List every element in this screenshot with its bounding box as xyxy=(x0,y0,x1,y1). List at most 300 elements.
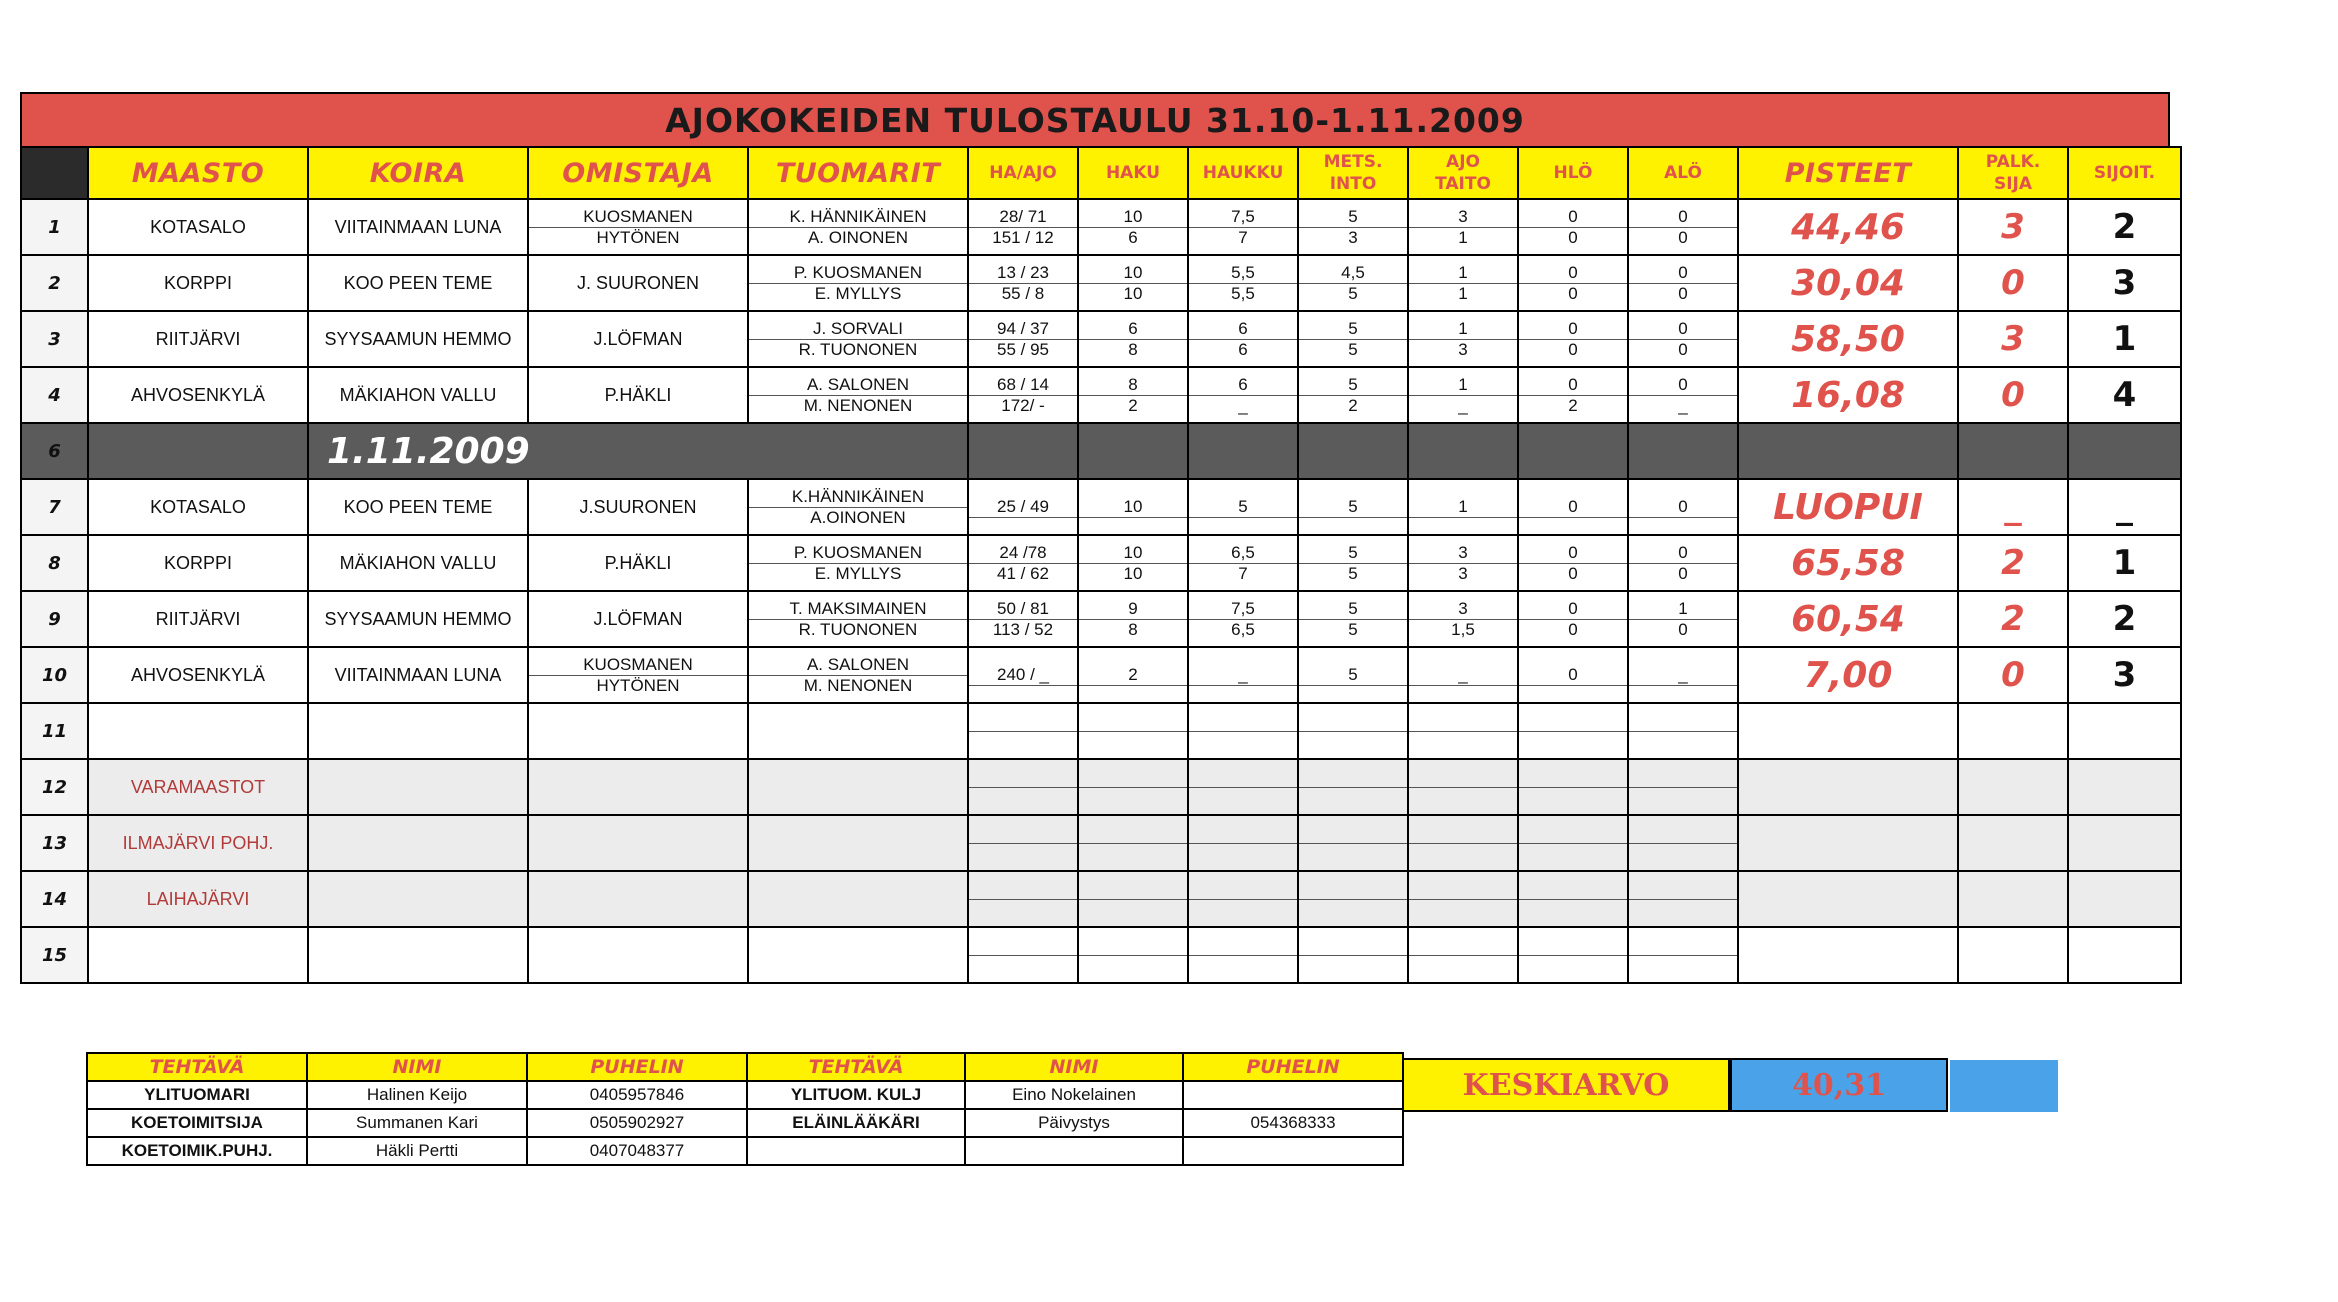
ajo-cell-top: 3 xyxy=(1458,542,1468,562)
empty-row xyxy=(21,927,2181,983)
split-stack xyxy=(1409,899,1517,900)
haukku-cell-stack xyxy=(1189,543,1297,584)
split-bottom xyxy=(1189,843,1297,844)
row-number: 6 xyxy=(21,423,88,479)
blank-split-cell xyxy=(1408,759,1518,815)
pisteet-cell xyxy=(1738,535,1958,591)
koira-cell: SYYSAAMUN HEMMO xyxy=(308,591,528,647)
haukku-cell-top: 5 xyxy=(1238,496,1248,516)
tuomarit-cell-stack xyxy=(749,207,967,248)
pisteet-cell xyxy=(1738,647,1958,703)
omistaja-cell-bottom: HYTÖNEN xyxy=(529,227,747,248)
split-stack xyxy=(1409,787,1517,788)
alo-cell xyxy=(1628,479,1738,535)
sijoit-value: 1 xyxy=(2112,543,2137,583)
date-blank xyxy=(1518,423,1628,479)
table-row xyxy=(21,255,2181,311)
ha-ajo-cell-bottom: 113 / 52 xyxy=(969,619,1077,640)
tuomarit-cell-stack xyxy=(749,263,967,304)
split-stack xyxy=(969,787,1077,788)
keskiarvo-value: 40,31 xyxy=(1730,1058,1948,1112)
mets-cell-stack xyxy=(1299,263,1407,304)
ajo-cell-bottom: 3 xyxy=(1409,339,1517,360)
split-bottom xyxy=(1079,955,1187,956)
alo-cell xyxy=(1628,311,1738,367)
ha-ajo-cell-bottom: 41 / 62 xyxy=(969,563,1077,584)
koira-cell: KOO PEEN TEME xyxy=(308,479,528,535)
haukku-cell xyxy=(1188,591,1298,647)
nimi-cell: Päivystys xyxy=(965,1109,1183,1137)
split-stack xyxy=(1519,787,1627,788)
hlo-cell xyxy=(1518,367,1628,423)
omistaja-cell-top: KUOSMANEN xyxy=(583,654,693,674)
maasto-cell: KORPPI xyxy=(88,255,308,311)
table-row xyxy=(21,199,2181,255)
pisteet-value: 58,50 xyxy=(1791,318,1905,360)
sijoit-cell xyxy=(2068,647,2181,703)
hlo-cell xyxy=(1518,199,1628,255)
mets-cell xyxy=(1298,367,1408,423)
blank-cell xyxy=(308,815,528,871)
header-nimi: NIMI xyxy=(307,1053,527,1081)
row-number: 7 xyxy=(21,479,88,535)
alo-cell xyxy=(1628,199,1738,255)
blank-split-cell xyxy=(1188,703,1298,759)
tuomarit-cell-top: K.HÄNNIKÄINEN xyxy=(791,486,925,506)
hlo-cell-bottom: 0 xyxy=(1519,283,1627,304)
hlo-cell xyxy=(1518,311,1628,367)
palk-cell xyxy=(1958,647,2068,703)
haku-cell xyxy=(1078,367,1188,423)
haukku-cell xyxy=(1188,311,1298,367)
header-nimi-2: NIMI xyxy=(965,1053,1183,1081)
ha-ajo-cell-bottom xyxy=(969,517,1077,518)
alo-cell-bottom: 0 xyxy=(1629,283,1737,304)
blank-split-cell xyxy=(1188,871,1298,927)
mets-cell xyxy=(1298,479,1408,535)
ha-ajo-cell-bottom: 151 / 12 xyxy=(969,227,1077,248)
date-blank xyxy=(1188,423,1298,479)
blank-split-cell xyxy=(968,815,1078,871)
alo-cell-stack xyxy=(1629,599,1737,640)
mets-cell-bottom: 5 xyxy=(1299,339,1407,360)
alo-cell-stack xyxy=(1629,543,1737,584)
haku-cell-bottom: 10 xyxy=(1079,283,1187,304)
omistaja-cell-stack xyxy=(529,207,747,248)
hlo-cell xyxy=(1518,255,1628,311)
palk-value: 2 xyxy=(2001,543,2025,583)
ajo-cell-stack xyxy=(1409,375,1517,416)
empty-row xyxy=(21,759,2181,815)
tehtava-cell: YLITUOM. KULJ xyxy=(747,1081,965,1109)
puhelin-cell xyxy=(1183,1137,1403,1165)
table-row xyxy=(21,647,2181,703)
koira-cell: MÄKIAHON VALLU xyxy=(308,367,528,423)
header-palk-sija: PALK. SIJA xyxy=(1958,147,2068,199)
sijoit-cell xyxy=(2068,311,2181,367)
alo-cell xyxy=(1628,535,1738,591)
split-stack xyxy=(1629,899,1737,900)
row-number: 9 xyxy=(21,591,88,647)
omistaja-cell xyxy=(528,647,748,703)
split-stack xyxy=(1629,843,1737,844)
split-stack xyxy=(1189,899,1297,900)
hlo-cell-stack xyxy=(1519,375,1627,416)
alo-cell-top: _ xyxy=(1678,664,1688,684)
tuomarit-cell xyxy=(748,311,968,367)
ajo-cell-bottom xyxy=(1409,517,1517,518)
split-stack xyxy=(1079,731,1187,732)
tuomarit-cell-stack xyxy=(749,319,967,360)
row-number: 3 xyxy=(21,311,88,367)
row-number: 14 xyxy=(21,871,88,927)
date-blank xyxy=(968,423,1078,479)
split-bottom xyxy=(1629,731,1737,732)
ha-ajo-cell xyxy=(968,199,1078,255)
split-stack xyxy=(1079,899,1187,900)
sijoit-cell xyxy=(2068,367,2181,423)
ha-ajo-cell-top: 94 / 37 xyxy=(997,318,1049,338)
sijoit-value: 1 xyxy=(2112,319,2137,359)
ha-ajo-cell-stack xyxy=(969,599,1077,640)
koira-cell: KOO PEEN TEME xyxy=(308,255,528,311)
header-tuomarit: TUOMARIT xyxy=(748,147,968,199)
puhelin-cell: 0407048377 xyxy=(527,1137,747,1165)
blank-split-cell xyxy=(1518,759,1628,815)
sheet-title: AJOKOKEIDEN TULOSTAULU 31.10-1.11.2009 xyxy=(20,92,2170,146)
tuomarit-cell-bottom: A. OINONEN xyxy=(749,227,967,248)
alo-cell xyxy=(1628,367,1738,423)
hlo-cell-bottom xyxy=(1519,517,1627,518)
haku-cell-stack xyxy=(1079,599,1187,640)
mets-cell-top: 5 xyxy=(1348,598,1358,618)
blank-cell xyxy=(1738,927,1958,983)
ajo-cell-stack xyxy=(1409,599,1517,640)
split-stack xyxy=(1409,731,1517,732)
pisteet-value: 44,46 xyxy=(1791,206,1905,248)
haku-cell-bottom: 2 xyxy=(1079,395,1187,416)
mets-cell-stack xyxy=(1299,319,1407,360)
split-bottom xyxy=(1189,731,1297,732)
alo-cell-top: 0 xyxy=(1678,374,1688,394)
omistaja-cell: J. SUURONEN xyxy=(528,255,748,311)
header-puhelin: PUHELIN xyxy=(527,1053,747,1081)
tuomarit-cell-bottom: R. TUONONEN xyxy=(749,619,967,640)
hlo-cell-stack xyxy=(1519,599,1627,640)
palk-value: 0 xyxy=(2001,375,2025,415)
alo-cell-bottom: 0 xyxy=(1629,619,1737,640)
blank-cell xyxy=(308,703,528,759)
blank-cell xyxy=(748,871,968,927)
split-bottom xyxy=(1629,955,1737,956)
mets-cell xyxy=(1298,647,1408,703)
header-koira: KOIRA xyxy=(308,147,528,199)
alo-cell-top: 0 xyxy=(1678,496,1688,516)
pisteet-value: 30,04 xyxy=(1791,262,1905,304)
tuomarit-cell-bottom: E. MYLLYS xyxy=(749,563,967,584)
split-bottom xyxy=(1409,899,1517,900)
haku-cell xyxy=(1078,535,1188,591)
ajo-cell-stack xyxy=(1409,497,1517,518)
hlo-cell-bottom: 2 xyxy=(1519,395,1627,416)
hlo-cell xyxy=(1518,535,1628,591)
date-blank xyxy=(1958,423,2068,479)
blank-cell xyxy=(308,927,528,983)
keskiarvo-blank xyxy=(1950,1060,2058,1112)
maasto-cell: AHVOSENKYLÄ xyxy=(88,647,308,703)
blank-cell xyxy=(528,927,748,983)
ajo-cell xyxy=(1408,647,1518,703)
omistaja-cell: P.HÄKLI xyxy=(528,535,748,591)
koira-cell: MÄKIAHON VALLU xyxy=(308,535,528,591)
ajo-cell xyxy=(1408,367,1518,423)
ajo-cell-stack xyxy=(1409,263,1517,304)
ha-ajo-cell-top: 28/ 71 xyxy=(999,206,1047,226)
sijoit-value: _ xyxy=(2116,487,2133,527)
blank-split-cell xyxy=(1518,871,1628,927)
ajo-cell xyxy=(1408,255,1518,311)
haukku-cell-stack xyxy=(1189,375,1297,416)
date-blank xyxy=(1738,423,1958,479)
haukku-cell-top: 5,5 xyxy=(1231,262,1255,282)
split-bottom xyxy=(1409,843,1517,844)
blank-cell xyxy=(528,815,748,871)
blank-cell xyxy=(308,759,528,815)
split-bottom xyxy=(1079,787,1187,788)
split-bottom xyxy=(969,843,1077,844)
header-haku: HAKU xyxy=(1078,147,1188,199)
ha-ajo-cell-stack xyxy=(969,263,1077,304)
blank-split-cell xyxy=(1078,815,1188,871)
header-puhelin-2: PUHELIN xyxy=(1183,1053,1403,1081)
split-stack xyxy=(1519,843,1627,844)
results-table xyxy=(20,146,2182,984)
official-row xyxy=(747,1109,1403,1137)
hlo-cell-stack xyxy=(1519,319,1627,360)
split-bottom xyxy=(969,731,1077,732)
row-number: 12 xyxy=(21,759,88,815)
tuomarit-cell xyxy=(748,255,968,311)
hlo-cell-top: 0 xyxy=(1568,206,1578,226)
split-bottom xyxy=(1519,843,1627,844)
blank-cell xyxy=(528,703,748,759)
header-alo: ALÖ xyxy=(1628,147,1738,199)
header-ajo-taito: AJO TAITO xyxy=(1408,147,1518,199)
split-stack xyxy=(1409,843,1517,844)
split-bottom xyxy=(1189,955,1297,956)
maasto-value: ILMAJÄRVI POHJ. xyxy=(122,832,274,853)
hlo-cell xyxy=(1518,591,1628,647)
ajo-cell xyxy=(1408,311,1518,367)
ha-ajo-cell-bottom xyxy=(969,685,1077,686)
hlo-cell-bottom: 0 xyxy=(1519,227,1627,248)
pisteet-cell xyxy=(1738,255,1958,311)
puhelin-cell xyxy=(1183,1081,1403,1109)
maasto-cell xyxy=(88,759,308,815)
hlo-cell xyxy=(1518,647,1628,703)
alo-cell xyxy=(1628,591,1738,647)
mets-cell-stack xyxy=(1299,375,1407,416)
sijoit-cell xyxy=(2068,199,2181,255)
officials-table xyxy=(86,1052,748,1166)
tuomarit-cell-stack xyxy=(749,599,967,640)
ajo-cell-stack xyxy=(1409,319,1517,360)
blank-cell xyxy=(2068,703,2181,759)
ha-ajo-cell-bottom: 55 / 95 xyxy=(969,339,1077,360)
mets-cell-top: 5 xyxy=(1348,496,1358,516)
haku-cell-stack xyxy=(1079,497,1187,518)
split-stack xyxy=(1519,731,1627,732)
haku-cell-top: 9 xyxy=(1128,598,1138,618)
haukku-cell-top: 6 xyxy=(1238,318,1248,338)
split-bottom xyxy=(969,955,1077,956)
header-omistaja: OMISTAJA xyxy=(528,147,748,199)
palk-value: 2 xyxy=(2001,599,2025,639)
haku-cell-bottom: 8 xyxy=(1079,339,1187,360)
ha-ajo-cell xyxy=(968,311,1078,367)
officials-header xyxy=(87,1053,747,1081)
mets-cell xyxy=(1298,199,1408,255)
koira-cell: VIITAINMAAN LUNA xyxy=(308,647,528,703)
ha-ajo-cell xyxy=(968,535,1078,591)
blank-split-cell xyxy=(1298,815,1408,871)
alo-cell-top: 0 xyxy=(1678,318,1688,338)
palk-cell xyxy=(1958,591,2068,647)
blank-cell xyxy=(1738,759,1958,815)
pisteet-cell xyxy=(1738,479,1958,535)
omistaja-cell: P.HÄKLI xyxy=(528,367,748,423)
ajo-cell xyxy=(1408,591,1518,647)
mets-cell xyxy=(1298,255,1408,311)
mets-cell-top: 5 xyxy=(1348,374,1358,394)
hlo-cell-top: 0 xyxy=(1568,262,1578,282)
palk-cell xyxy=(1958,367,2068,423)
blank-cell xyxy=(748,815,968,871)
hlo-cell-stack xyxy=(1519,263,1627,304)
maasto-cell: KOTASALO xyxy=(88,479,308,535)
tuomarit-cell xyxy=(748,367,968,423)
mets-cell-top: 5 xyxy=(1348,664,1358,684)
omistaja-cell-bottom: HYTÖNEN xyxy=(529,675,747,696)
palk-cell xyxy=(1958,535,2068,591)
mets-cell-stack xyxy=(1299,599,1407,640)
tuomarit-cell-stack xyxy=(749,375,967,416)
empty-row xyxy=(21,871,2181,927)
date-blank xyxy=(1408,423,1518,479)
tuomarit-cell-bottom: R. TUONONEN xyxy=(749,339,967,360)
split-bottom xyxy=(1519,899,1627,900)
split-bottom xyxy=(969,899,1077,900)
officials-table-2 xyxy=(746,1052,1404,1166)
blank-split-cell xyxy=(968,927,1078,983)
tehtava-cell xyxy=(747,1137,965,1165)
haukku-cell-stack xyxy=(1189,599,1297,640)
palk-value: 0 xyxy=(2001,263,2025,303)
palk-value: _ xyxy=(2004,487,2022,527)
ha-ajo-cell xyxy=(968,479,1078,535)
table-row xyxy=(21,591,2181,647)
haku-cell-bottom: 6 xyxy=(1079,227,1187,248)
blank-cell xyxy=(1958,815,2068,871)
ha-ajo-cell-top: 68 / 14 xyxy=(997,374,1049,394)
blank-split-cell xyxy=(1408,927,1518,983)
tuomarit-cell-bottom: M. NENONEN xyxy=(749,395,967,416)
date-blank xyxy=(88,423,308,479)
official-row xyxy=(87,1081,747,1109)
nimi-cell: Summanen Kari xyxy=(307,1109,527,1137)
omistaja-cell-stack xyxy=(529,655,747,696)
hlo-cell-stack xyxy=(1519,207,1627,248)
haku-cell xyxy=(1078,647,1188,703)
haku-cell xyxy=(1078,479,1188,535)
header-tehtava: TEHTÄVÄ xyxy=(87,1053,307,1081)
row-number: 4 xyxy=(21,367,88,423)
maasto-cell xyxy=(88,871,308,927)
nimi-cell: Häkli Pertti xyxy=(307,1137,527,1165)
haku-cell xyxy=(1078,311,1188,367)
blank-cell xyxy=(2068,759,2181,815)
ajo-cell-bottom: 1 xyxy=(1409,227,1517,248)
empty-row xyxy=(21,703,2181,759)
ha-ajo-cell-top: 13 / 23 xyxy=(997,262,1049,282)
palk-cell xyxy=(1958,479,2068,535)
ha-ajo-cell-stack xyxy=(969,497,1077,518)
omistaja-cell-top: KUOSMANEN xyxy=(583,206,693,226)
maasto-cell xyxy=(88,815,308,871)
alo-cell-top: 0 xyxy=(1678,262,1688,282)
blank-cell xyxy=(1958,703,2068,759)
haukku-cell xyxy=(1188,199,1298,255)
blank-cell xyxy=(1738,815,1958,871)
haukku-cell-bottom xyxy=(1189,517,1297,518)
header-haukku: HAUKKU xyxy=(1188,147,1298,199)
alo-cell xyxy=(1628,647,1738,703)
blank-cell xyxy=(1738,703,1958,759)
haku-cell-top: 10 xyxy=(1123,542,1143,562)
haukku-cell xyxy=(1188,479,1298,535)
haukku-cell xyxy=(1188,535,1298,591)
date-blank xyxy=(2068,423,2181,479)
split-stack xyxy=(969,899,1077,900)
split-stack xyxy=(1079,843,1187,844)
split-stack xyxy=(1189,731,1297,732)
sijoit-value: 2 xyxy=(2112,599,2137,639)
haukku-cell-top: _ xyxy=(1238,664,1248,684)
mets-cell-bottom xyxy=(1299,517,1407,518)
blank-split-cell xyxy=(1628,759,1738,815)
header-ha-ajo: HA/AJO xyxy=(968,147,1078,199)
row-number: 10 xyxy=(21,647,88,703)
ha-ajo-cell-stack xyxy=(969,543,1077,584)
split-stack xyxy=(1189,843,1297,844)
ajo-cell-bottom: 1 xyxy=(1409,283,1517,304)
hlo-cell-bottom: 0 xyxy=(1519,339,1627,360)
tehtava-cell: KOETOIMITSIJA xyxy=(87,1109,307,1137)
ajo-cell-top: 1 xyxy=(1458,374,1468,394)
keskiarvo-label: KESKIARVO xyxy=(1402,1058,1730,1112)
blank-cell xyxy=(308,871,528,927)
haku-cell-stack xyxy=(1079,319,1187,360)
tuomarit-cell xyxy=(748,591,968,647)
official-row xyxy=(747,1081,1403,1109)
blank-cell xyxy=(528,871,748,927)
tuomarit-cell-top: T. MAKSIMAINEN xyxy=(789,598,927,618)
alo-cell-bottom: 0 xyxy=(1629,227,1737,248)
date-cell xyxy=(308,423,968,479)
haku-cell-stack xyxy=(1079,263,1187,304)
nimi-cell: Eino Nokelainen xyxy=(965,1081,1183,1109)
mets-cell xyxy=(1298,535,1408,591)
